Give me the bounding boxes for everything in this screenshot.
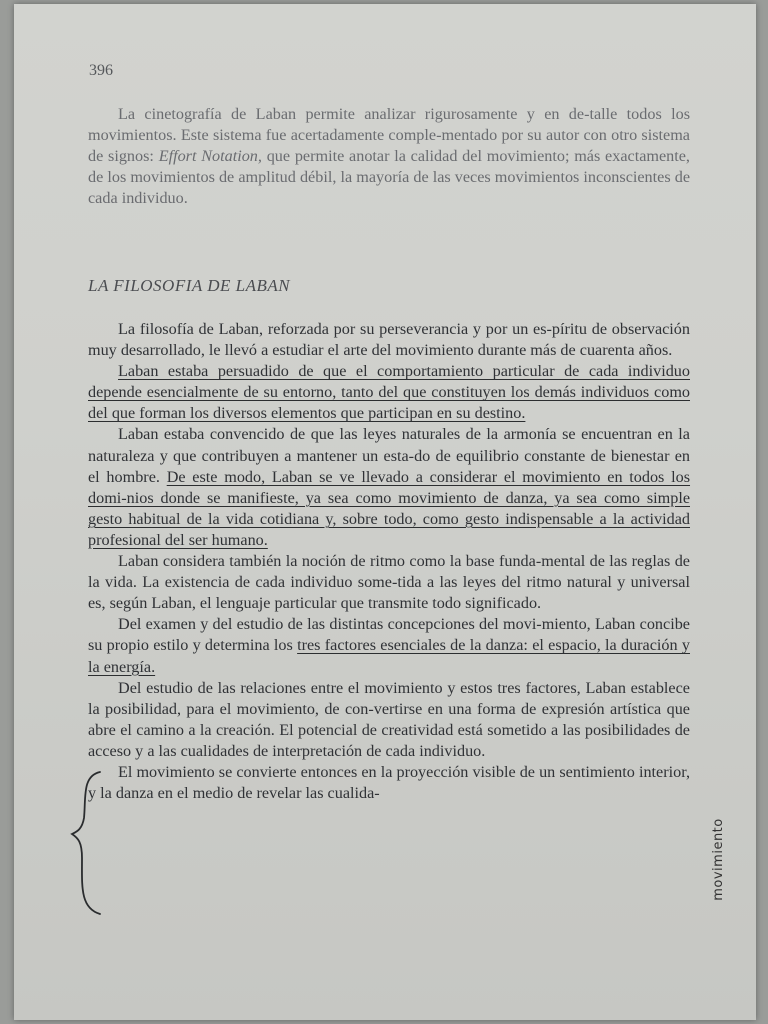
underlined-passage: tres factores esenciales de la danza: el espacio, la duración y la energía. [88,636,690,676]
book-page [14,4,756,1020]
underlined-passage: Laban estaba persuadido de que el comportamiento particular de cada individuo depende esencialmente de su entorno, tanto del que constituyen los demás individuos como del que forman los diversos elementos que participan en su destino. [88,362,690,423]
section-heading: LA FILOSOFIA DE LABAN [88,276,291,295]
page-number: 396 [89,62,113,79]
handwritten-bracket [70,768,110,918]
paragraph-6: Del estudio de las relaciones entre el movimiento y estos tres factores, Laban establece la posibilidad, para el movimiento, de con-vertirse en una forma de expresión artística que abre el camino a la creación. El potencial de creatividad está sometido a las posibilidades de acceso y a las cualidades de interpretación de cada individuo. [88,678,690,760]
paragraph-2 [88,361,690,424]
underlined-passage: De este modo, Laban se ve llevado a considerar el movimiento en todos los domi-nios donde se manifieste, ya sea como movimiento de danza, ya sea como simple gesto habitual de la vida cotidiana y, sobre todo, como gesto indispensable a la actividad profesional del ser humano. [88,467,691,549]
margin-note-text: movimiento [710,818,726,901]
paragraph-3 [88,424,690,551]
paragraph-4: Laban considera también la noción de ritmo como la base funda-mental de las reglas de la vida. La existencia de cada individuo some-tida a las leyes del ritmo natural y universal es, según Laban, el lenguaje particular que transmite todo significado. [88,552,690,613]
paragraph-5-text: Del examen y del estudio de las distintas concepciones del movi-miento, Laban concibe su propio estilo y determina los [88,615,690,655]
intro-italic: Effort Notation, [158,147,262,166]
intro-paragraph [88,104,690,209]
paragraph-5 [88,614,690,677]
intro-text-2: que permite anotar la calidad del movimiento; más exactamente, de los movimientos de amplitud débil, la mayoría de las veces movimientos inconscientes de cada individuo. [88,147,690,208]
paragraph-1: La filosofía de Laban, reforzada por su perseverancia y por un es-píritu de observación muy desarrollado, le llevó a estudiar el arte del movimiento durante más de cuarenta años. [88,320,690,360]
paragraph-3-text: Laban estaba convencido de que las leyes naturales de la armonía se encuentran en la naturaleza y que contribuyen a mantener un esta-do de equilibrio constante de bienestar en el hombre. [88,425,690,486]
body-text [88,319,690,804]
intro-text-1: La cinetografía de Laban permite analizar rigurosamente y en de-talle todos los movimientos. Este sistema fue acertadamente comple-mentado por su autor con otro sistema de signos: [88,105,690,166]
paragraph-7: El movimiento se convierte entonces en la proyección visible de un sentimiento interior, y la danza en el medio de revelar las cualida- [88,762,690,803]
handwritten-margin-note [687,812,757,922]
